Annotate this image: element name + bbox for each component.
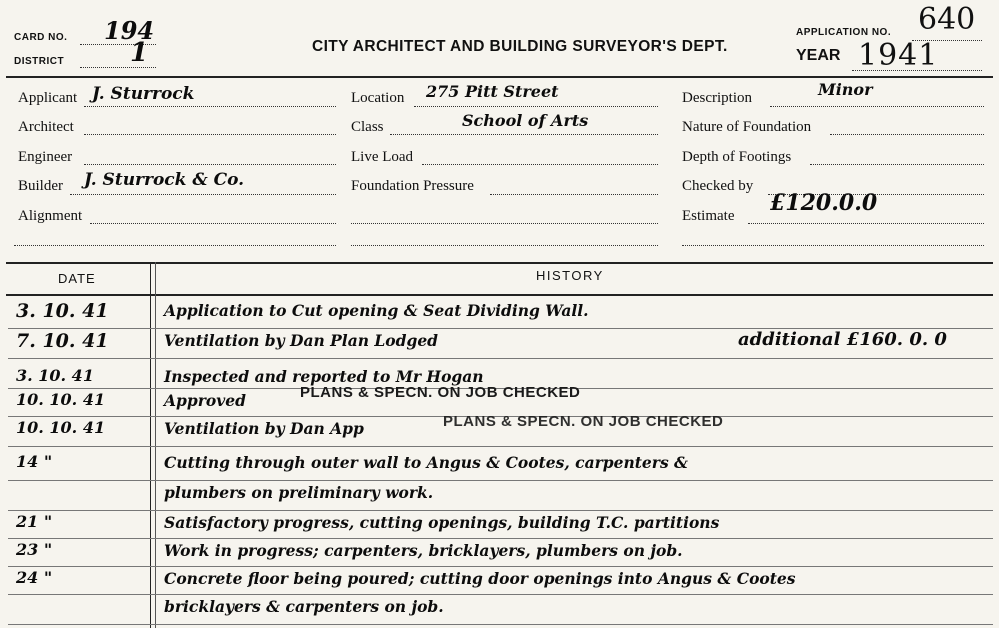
table-row-divider — [8, 594, 993, 595]
builder-value: J. Sturrock & Co. — [84, 170, 245, 190]
location-label: Location — [351, 90, 405, 106]
architect-label: Architect — [18, 119, 74, 135]
class-value: School of Arts — [462, 111, 589, 130]
card-no-value: 194 — [104, 16, 155, 45]
nature-of-foundation-label: Nature of Foundation — [682, 119, 812, 135]
application-no-value: 640 — [918, 2, 976, 37]
history-row-entry: Work in progress; carpenters, bricklayers, plumbers on job. — [164, 541, 683, 560]
table-row-divider — [8, 480, 993, 481]
history-row-entry: bricklayers & carpenters on job. — [164, 597, 444, 616]
district-label: DISTRICT — [14, 56, 65, 67]
nature-of-foundation-line — [830, 134, 984, 135]
history-header: HISTORY — [536, 268, 604, 283]
right-blank-line — [682, 245, 984, 246]
date-header: DATE — [58, 271, 96, 286]
description-value: Minor — [818, 80, 873, 99]
header-divider — [6, 76, 993, 78]
estimate-label: Estimate — [682, 208, 735, 224]
date-column-divider-2 — [155, 262, 156, 628]
alignment-label: Alignment — [18, 208, 83, 224]
history-row-entry: Application to Cut opening & Seat Dividing Wall. — [164, 301, 589, 320]
history-row-entry: Ventilation by Dan App — [164, 419, 364, 438]
foundation-pressure-label: Foundation Pressure — [351, 178, 474, 194]
history-row-entry: Ventilation by Dan Plan Lodged — [164, 331, 439, 350]
history-row-date: 3. 10. 41 — [16, 300, 109, 322]
engineer-label: Engineer — [18, 149, 73, 165]
builder-line — [70, 194, 336, 195]
history-row-date: 10. 10. 41 — [16, 390, 106, 409]
checked-stamp-2: PLANS & SPECN. ON JOB CHECKED — [443, 413, 724, 430]
builder-label: Builder — [18, 178, 63, 194]
location-value: 275 Pitt Street — [426, 82, 559, 101]
date-column-divider — [150, 262, 151, 628]
estimate-line — [748, 223, 984, 224]
table-row-divider — [8, 624, 993, 625]
district-line — [80, 67, 156, 68]
middle-blank-line-2 — [351, 245, 658, 246]
applicant-value: J. Sturrock — [92, 84, 195, 104]
history-row-entry: Concrete floor being poured; cutting door openings into Angus & Cootes — [164, 569, 796, 588]
alignment-line — [90, 223, 336, 224]
history-row-date: 23 " — [16, 540, 53, 559]
history-row-date: 10. 10. 41 — [16, 418, 106, 437]
depth-of-footings-line — [810, 164, 984, 165]
history-row-entry: Cutting through outer wall to Angus & Cootes, carpenters & — [164, 453, 689, 472]
estimate-value: £120.0.0 — [770, 190, 878, 216]
foundation-pressure-line — [490, 194, 658, 195]
applicant-label: Applicant — [18, 90, 78, 106]
checked-by-label: Checked by — [682, 178, 754, 194]
application-no-label: APPLICATION NO. — [796, 27, 892, 38]
description-label: Description — [682, 90, 752, 106]
history-row-entry: plumbers on preliminary work. — [164, 483, 434, 502]
depth-of-footings-label: Depth of Footings — [682, 149, 792, 165]
engineer-line — [84, 164, 336, 165]
middle-blank-line-1 — [351, 223, 658, 224]
table-row-divider — [8, 358, 993, 359]
year-line — [852, 70, 982, 71]
card-no-label: CARD NO. — [14, 32, 68, 43]
class-line — [390, 134, 658, 135]
class-label: Class — [351, 119, 384, 135]
year-value: 1941 — [858, 38, 939, 73]
applicant-line — [84, 106, 336, 107]
year-label: YEAR — [796, 47, 841, 64]
description-line — [770, 106, 984, 107]
live-load-line — [422, 164, 658, 165]
page-title: CITY ARCHITECT AND BUILDING SURVEYOR'S DEPT. — [312, 38, 728, 55]
history-row-date: 3. 10. 41 — [16, 366, 94, 385]
history-row-extra: additional £160. 0. 0 — [738, 329, 947, 350]
history-row-date: 24 " — [16, 568, 53, 587]
checked-stamp-1: PLANS & SPECN. ON JOB CHECKED — [300, 384, 581, 401]
table-row-divider — [8, 446, 993, 447]
history-row-date: 7. 10. 41 — [16, 330, 109, 352]
history-row-entry: Approved — [164, 391, 246, 410]
table-row-divider — [8, 510, 993, 511]
district-value: 1 — [130, 38, 149, 68]
architect-line — [84, 134, 336, 135]
history-row-date: 14 " — [16, 452, 53, 471]
history-row-entry: Satisfactory progress, cutting openings, building T.C. partitions — [164, 513, 720, 532]
history-row-entry: Inspected and reported to Mr Hogan — [164, 367, 484, 386]
table-row-divider — [8, 538, 993, 539]
live-load-label: Live Load — [351, 149, 414, 165]
table-row-divider — [8, 566, 993, 567]
history-row-date: 21 " — [16, 512, 53, 531]
left-blank-line — [14, 245, 336, 246]
location-line — [414, 106, 658, 107]
